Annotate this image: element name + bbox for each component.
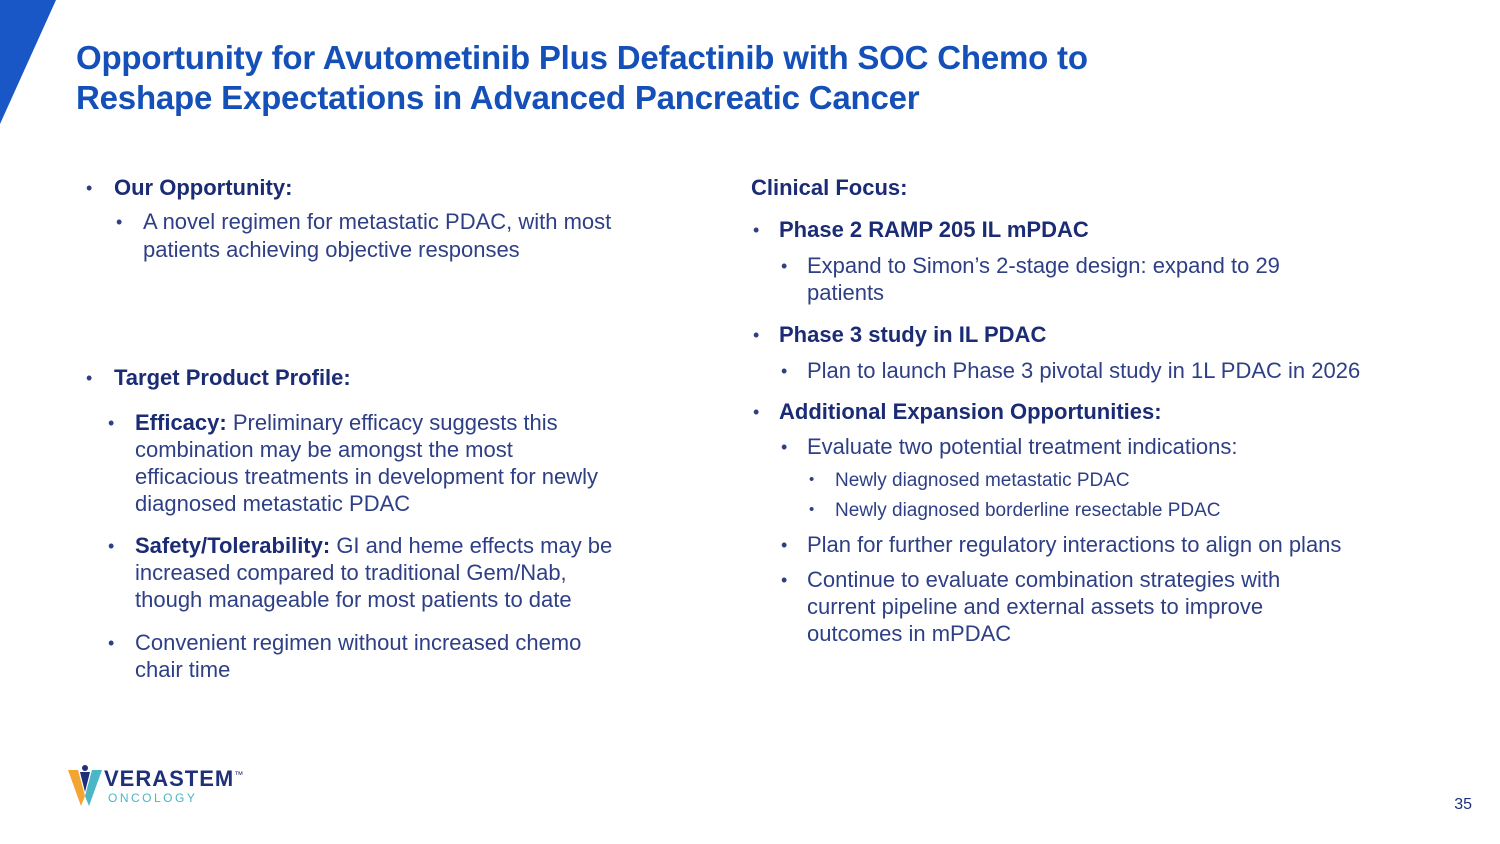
logo-trademark: ™ [234, 769, 245, 780]
bullet-icon: • [753, 402, 760, 422]
phase2-line-1: Expand to Simon’s 2-stage design: expand to 29 [807, 253, 1280, 278]
clinical-focus-heading: Clinical Focus: [751, 175, 908, 200]
efficacy-line-4: diagnosed metastatic PDAC [135, 491, 411, 516]
convenient-line-1: Convenient regimen without increased chemo [135, 630, 582, 655]
bullet-icon: • [86, 368, 93, 388]
phase2-line-2: patients [807, 280, 885, 305]
our-opportunity-heading: Our Opportunity: [114, 175, 293, 200]
corner-stripe-decoration [0, 0, 60, 130]
bullet-icon: • [108, 413, 115, 433]
bullet-icon: • [781, 535, 788, 555]
target-product-profile-heading: Target Product Profile: [114, 365, 351, 390]
evaluate-line: Evaluate two potential treatment indications: [807, 434, 1238, 459]
opportunity-text-line-1: A novel regimen for metastatic PDAC, with most [143, 209, 612, 234]
phase2-heading: Phase 2 RAMP 205 IL mPDAC [779, 217, 1089, 242]
bullet-icon: • [781, 256, 788, 276]
sub-indication-1: Newly diagnosed metastatic PDAC [835, 470, 1130, 491]
bullet-icon: • [86, 178, 93, 198]
slide-title [76, 38, 1416, 118]
safety-label: Safety/Tolerability: [135, 533, 331, 558]
efficacy-line-3: efficacious treatments in development for newly [135, 464, 599, 489]
safety-text: GI and heme effects may be [330, 533, 613, 558]
logo-word: VERASTEM [104, 766, 235, 791]
continue-line-3: outcomes in mPDAC [807, 621, 1012, 646]
expansion-heading: Additional Expansion Opportunities: [779, 399, 1162, 424]
safety-line-1 [135, 532, 612, 559]
bullet-icon: • [809, 501, 815, 518]
sub-indication-2: Newly diagnosed borderline resectable PDAC [835, 500, 1221, 521]
bullet-icon: • [108, 633, 115, 653]
continue-line-1: Continue to evaluate combination strategies with [807, 567, 1281, 592]
continue-line-2: current pipeline and external assets to improve [807, 594, 1264, 619]
phase3-line-1: Plan to launch Phase 3 pivotal study in 1L PDAC in 2026 [807, 358, 1361, 383]
page-number: 35 [1454, 796, 1472, 813]
slide-title-line-2: Reshape Expectations in Advanced Pancreatic Cancer [76, 79, 920, 116]
logo-wordmark [104, 766, 244, 792]
bullet-icon: • [781, 570, 788, 590]
logo-subtitle: ONCOLOGY [108, 791, 198, 805]
efficacy-line-2: combination may be amongst the most [135, 437, 513, 462]
safety-line-3: though manageable for most patients to date [135, 587, 572, 612]
safety-line-2: increased compared to traditional Gem/Nab, [135, 560, 567, 585]
slide-title-line-1: Opportunity for Avutometinib Plus Defactinib with SOC Chemo to [76, 39, 1088, 76]
opportunity-text-line-2: patients achieving objective responses [143, 237, 520, 262]
bullet-icon: • [753, 220, 760, 240]
plan-line: Plan for further regulatory interactions to align on plans [807, 532, 1342, 557]
verastem-logo-icon [66, 764, 104, 810]
efficacy-line-1 [135, 409, 558, 436]
bullet-icon: • [108, 536, 115, 556]
bullet-icon: • [809, 471, 815, 488]
bullet-icon: • [753, 325, 760, 345]
bullet-icon: • [781, 361, 788, 381]
phase3-heading: Phase 3 study in IL PDAC [779, 322, 1047, 347]
convenient-line-2: chair time [135, 657, 231, 682]
efficacy-text: Preliminary efficacy suggests this [226, 410, 558, 435]
efficacy-label: Efficacy: [135, 410, 227, 435]
bullet-icon: • [781, 437, 788, 457]
bullet-icon: • [116, 212, 123, 232]
